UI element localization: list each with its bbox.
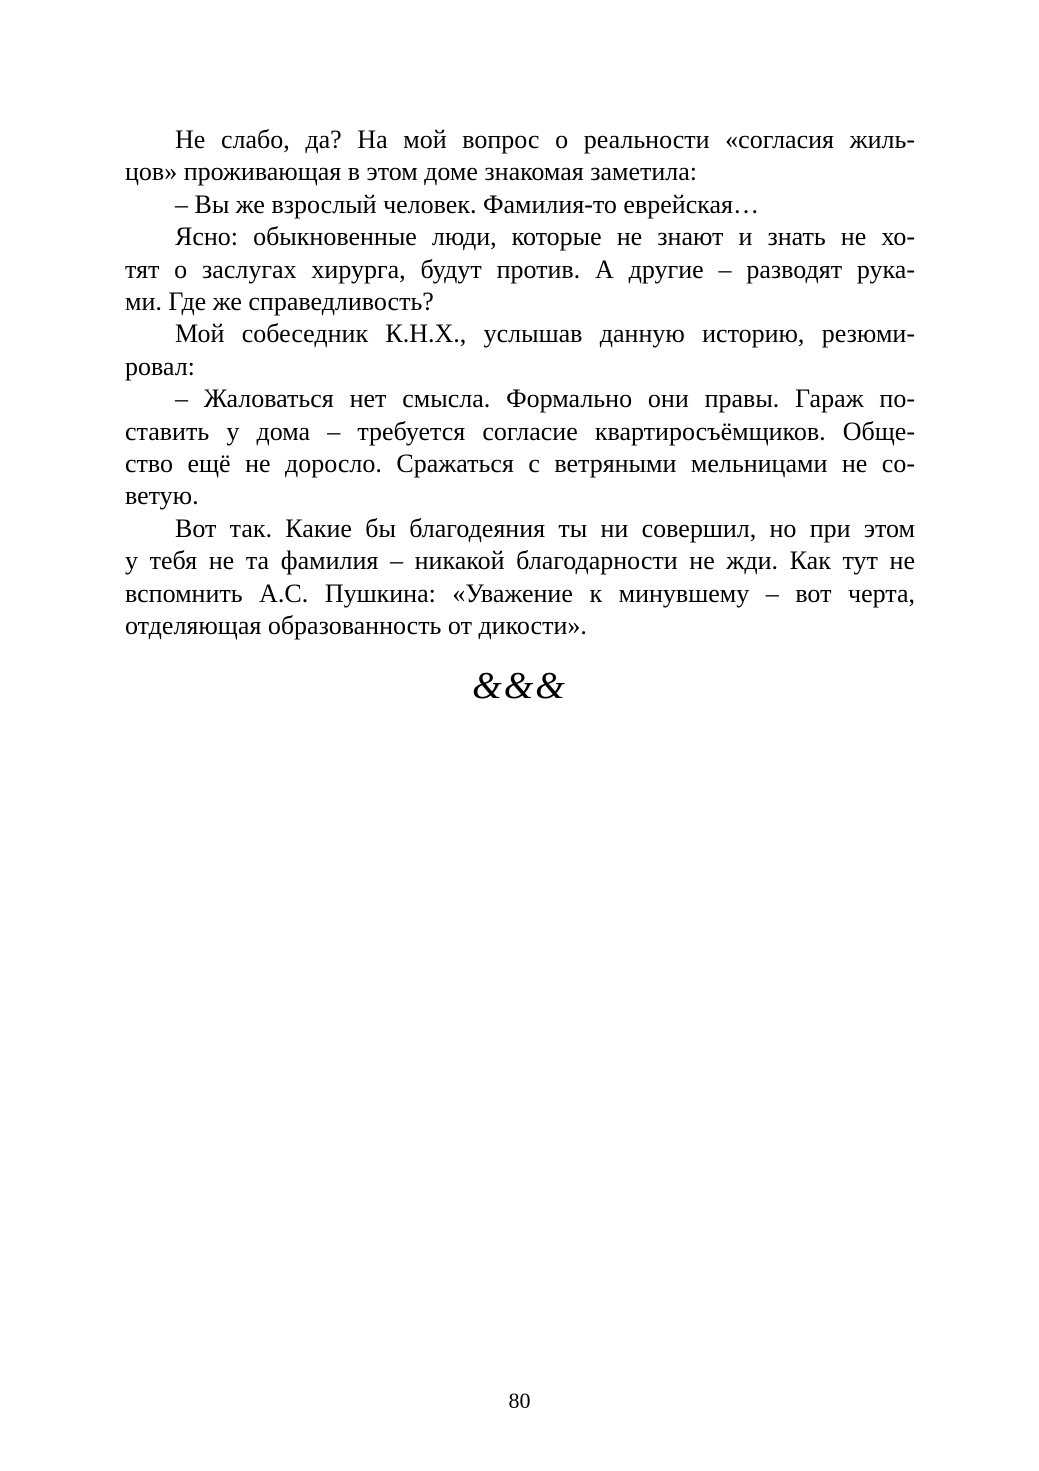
text-line: ветую. xyxy=(125,481,199,511)
text-line: Мой собеседник К.Н.Х., услышав данную историю, резюми- xyxy=(175,319,915,349)
text-line: вспомнить А.С. Пушкина: «Уважение к минувшему – вот черта, xyxy=(125,578,915,608)
text-line: цов» проживающая в этом доме знакомая заметила: xyxy=(125,157,698,187)
page-number: 80 xyxy=(508,1388,531,1413)
text-line: Ясно: обыкновенные люди, которые не знают и знать не хо- xyxy=(175,222,915,252)
body-text xyxy=(125,124,915,643)
text-line: ми. Где же справедливость? xyxy=(125,287,434,317)
text-line: Не слабо, да? На мой вопрос о реальности «согласия жиль- xyxy=(175,125,915,154)
text-line: ство ещё не доросло. Сражаться с ветряными мельницами не со- xyxy=(125,449,915,479)
text-line: – Вы же взрослый человек. Фамилия-то еврейская… xyxy=(175,189,759,219)
text-line: у тебя не та фамилия – никакой благодарности не жди. Как тут не xyxy=(125,546,915,576)
text-line: Вот так. Какие бы благодеяния ты ни совершил, но при этом xyxy=(175,513,915,543)
text-line: ровал: xyxy=(125,351,195,381)
section-separator: &&& xyxy=(472,665,567,707)
text-line: – Жаловаться нет смысла. Формально они правы. Гараж по- xyxy=(175,384,915,414)
text-line: тят о заслугах хирурга, будут против. А другие – разводят рука- xyxy=(125,254,915,284)
text-line: отделяющая образованность от дикости». xyxy=(125,611,587,641)
text-line: ставить у дома – требуется согласие квартиросъёмщиков. Обще- xyxy=(125,416,915,446)
